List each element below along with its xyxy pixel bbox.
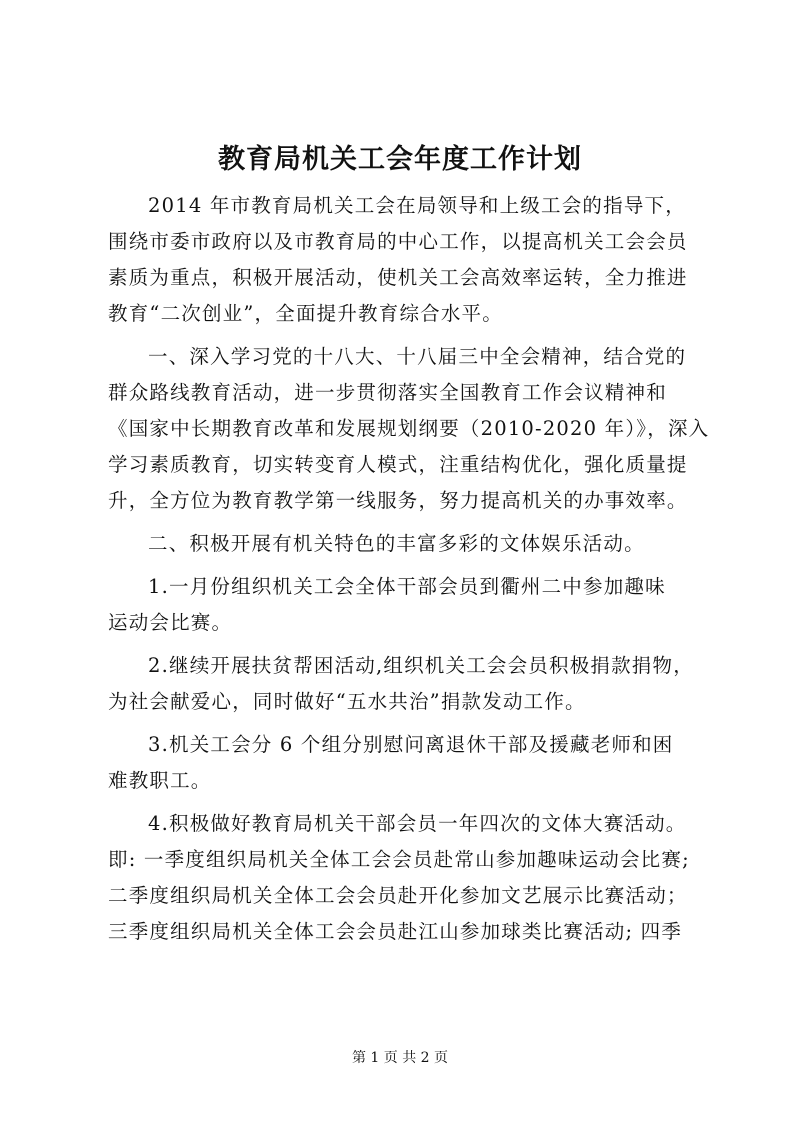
paragraph-line: 素质为重点，积极开展活动，使机关工会高效率运转，全力推进 (108, 266, 688, 289)
paragraph-line: 二、积极开展有机关特色的丰富多彩的文体娱乐活动。 (148, 532, 645, 555)
paragraph-line: 群众路线教育活动，进一步贯彻落实全国教育工作会议精神和 (108, 381, 667, 404)
document-body (108, 188, 710, 957)
paragraph-line: 升，全方位为教育教学第一线服务，努力提高机关的办事效率。 (108, 489, 688, 512)
paragraph-section-two (108, 526, 706, 562)
paragraph-line: 围绕市委市政府以及市教育局的中心工作，以提高机关工会会员 (108, 230, 688, 253)
paragraph-item-3 (108, 727, 706, 799)
paragraph-line: 三季度组织局机关全体工会会员赴江山参加球类比赛活动; 四季 (108, 920, 683, 943)
paragraph-line: 教育“二次创业”，全面提升教育综合水平。 (108, 302, 503, 325)
paragraph-line: 二季度组织局机关全体工会会员赴开化参加文艺展示比赛活动； (108, 884, 688, 907)
paragraph-line: 运动会比赛。 (108, 611, 233, 634)
paragraph-line: 4.积极做好教育局机关干部会员一年四次的文体大赛活动。 (148, 812, 687, 835)
paragraph-line: 2.继续开展扶贫帮困活动,组织机关工会会员积极捐款捐物， (148, 654, 694, 677)
paragraph-line: 为社会献爱心，同时做好“五水共治”捐款发动工作。 (108, 690, 586, 713)
paragraph-item-2 (108, 648, 706, 720)
paragraph-line: 2014 年市教育局机关工会在局领导和上级工会的指导下， (148, 194, 686, 217)
paragraph-line: 3.机关工会分 6 个组分别慰问离退休干部及援藏老师和困 (148, 733, 674, 756)
document-title: 教育局机关工会年度工作计划 (218, 144, 582, 175)
paragraph-line: 《国家中长期教育改革和发展规划纲要（2010-2020 年）》，深入 (108, 417, 710, 440)
paragraph-item-4 (108, 806, 706, 950)
paragraph-line: 学习素质教育，切实转变育人模式，注重结构优化，强化质量提 (108, 453, 688, 476)
paragraph-line: 一、深入学习党的十八大、十八届三中全会精神，结合党的 (148, 345, 687, 368)
paragraph-section-one (108, 339, 710, 519)
paragraph-intro (108, 188, 706, 332)
paragraph-line: 即: 一季度组织局机关全体工会会员赴常山参加趣味运动会比赛; (108, 848, 690, 871)
paragraph-line: 1.一月份组织机关工会全体干部会员到衢州二中参加趣味 (148, 575, 666, 598)
paragraph-item-1 (108, 569, 706, 641)
page-footer: 第 1 页 共 2 页 (351, 1050, 449, 1066)
paragraph-line: 难教职工。 (108, 769, 212, 792)
